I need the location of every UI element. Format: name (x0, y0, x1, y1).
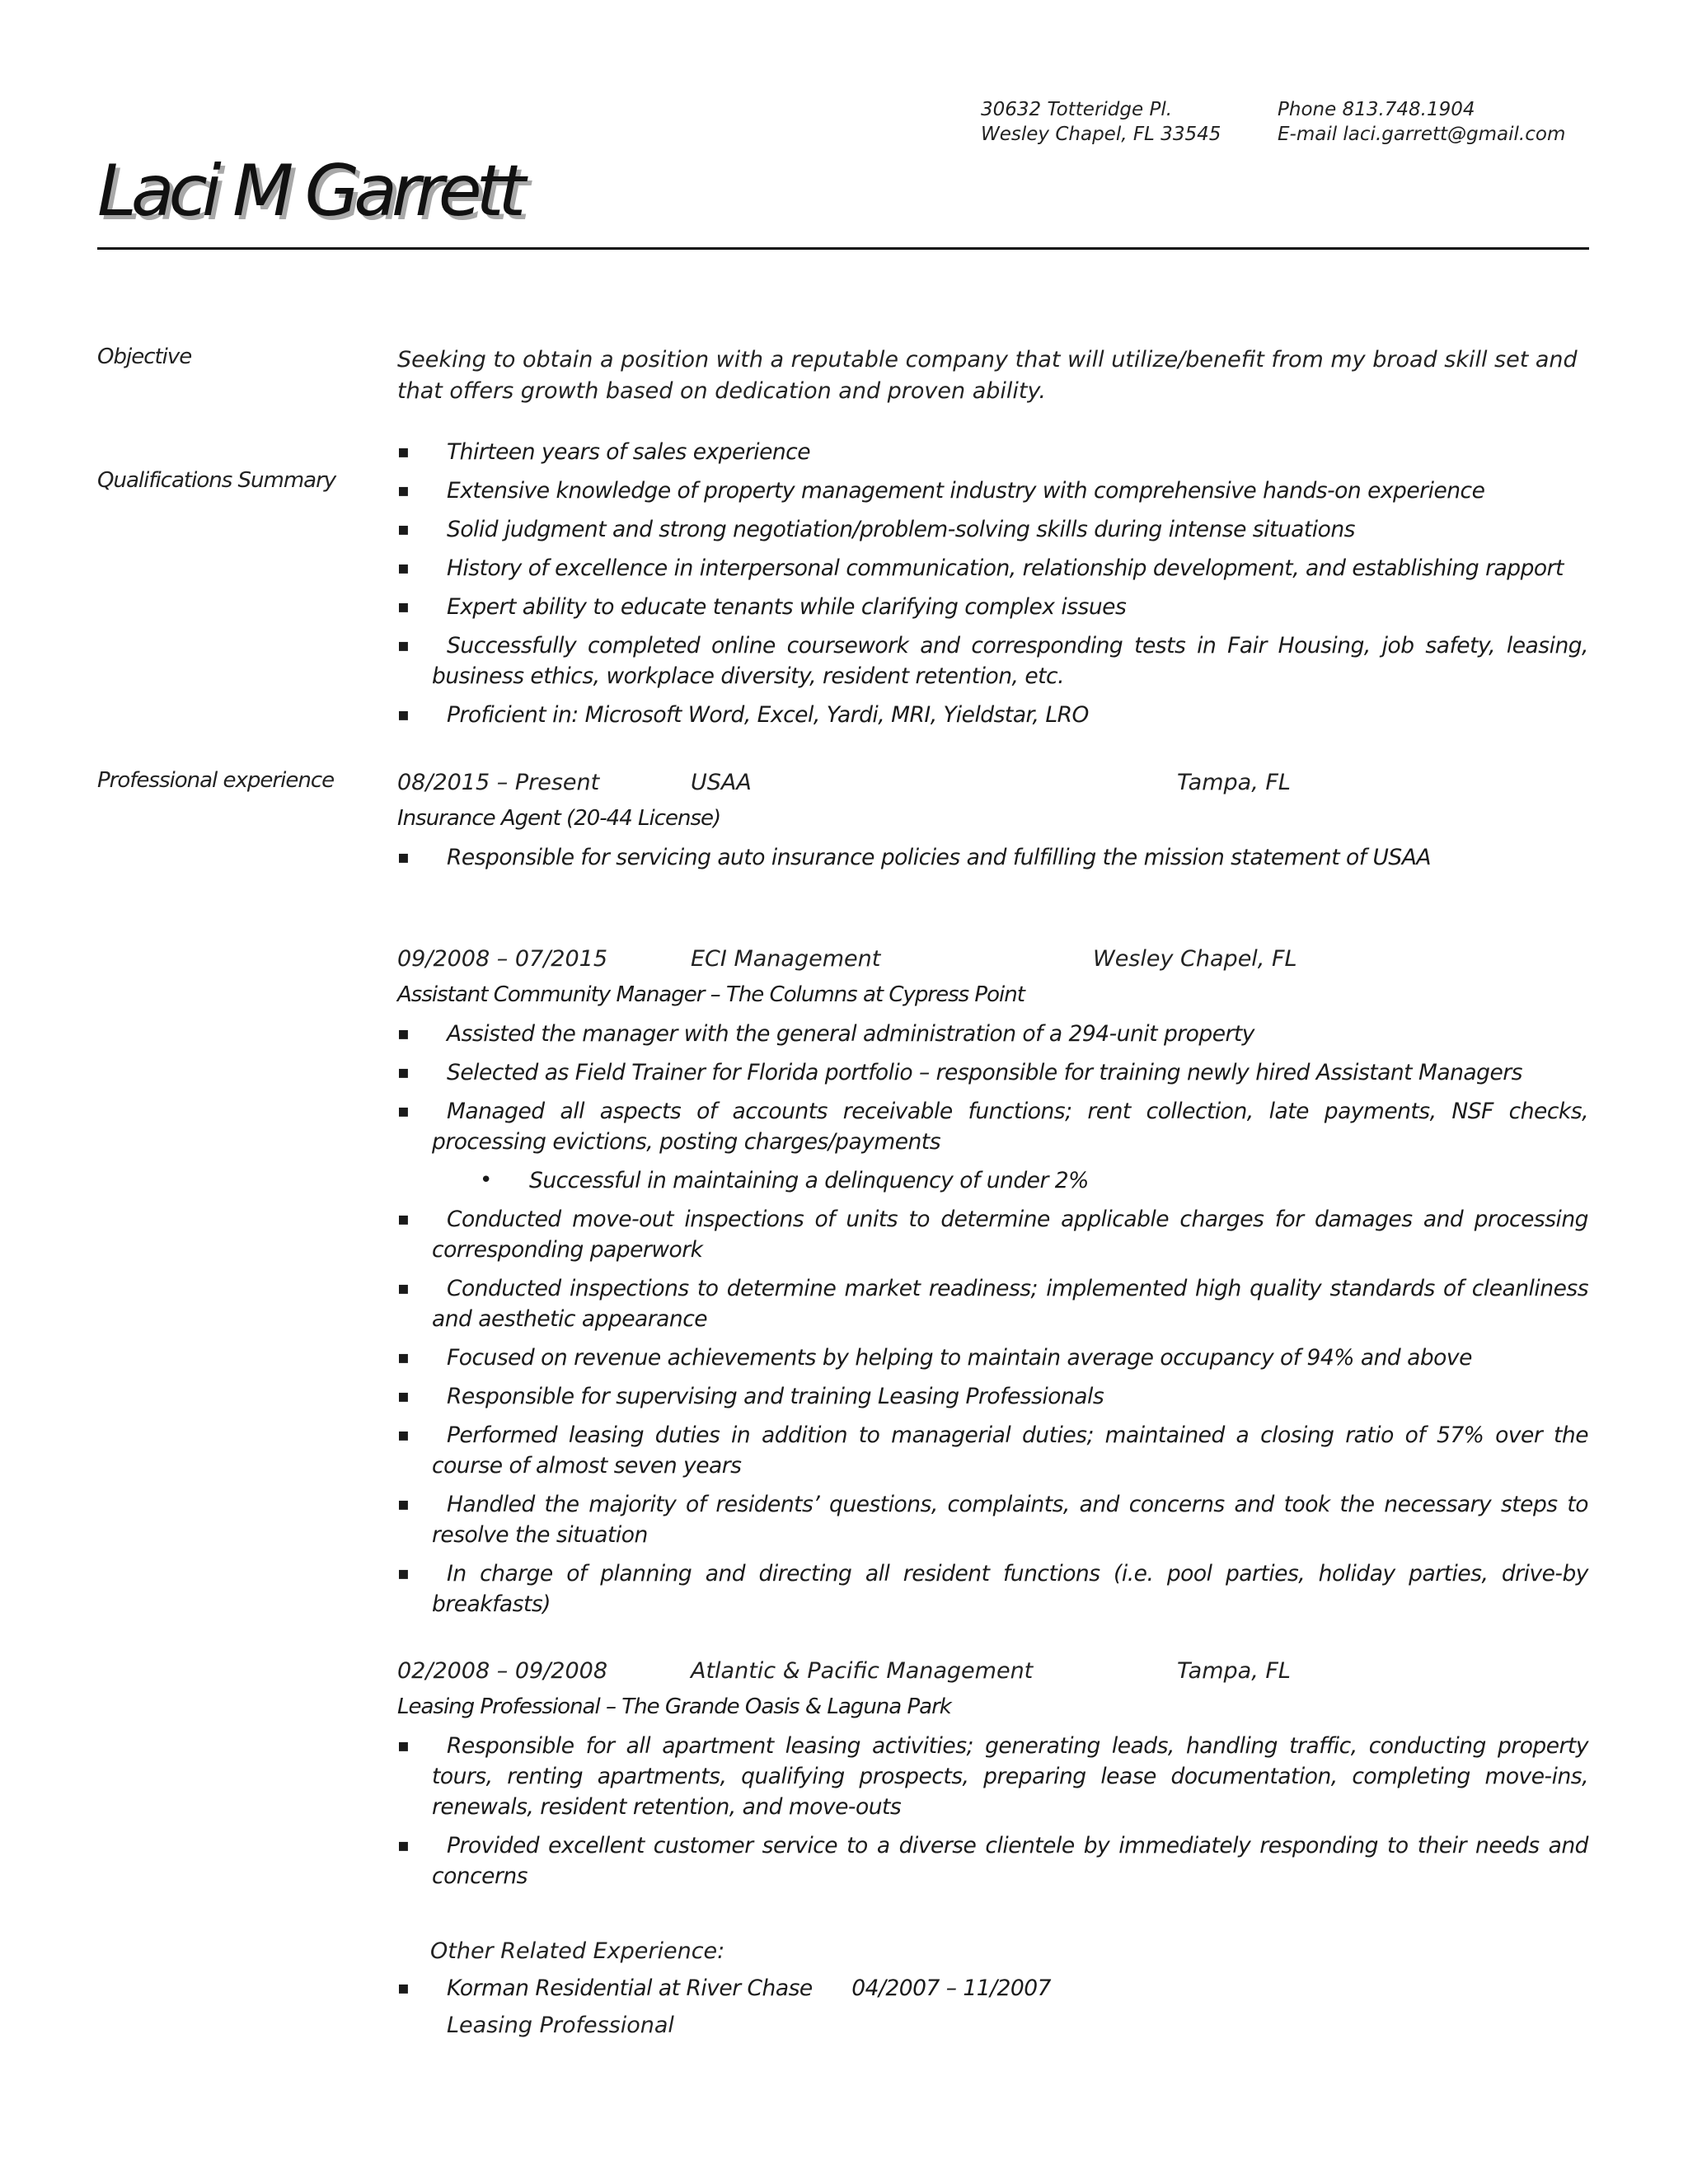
list-item: • Successful in maintaining a delinquency of under 2% (397, 1165, 1588, 1196)
other-experience-list (397, 1973, 1588, 2012)
list-item: ▪ Solid judgment and strong negotiation/problem-solving skills during intense situations (397, 514, 1588, 545)
header-divider (97, 247, 1589, 250)
job-dates: 08/2015 – Present (397, 770, 600, 795)
address-line-1: 30632 Totteridge Pl. (981, 99, 1173, 120)
list-item: ▪ Provided excellent customer service to a diverse clientele by immediately responding to their needs and concerns (397, 1830, 1588, 1891)
candidate-name: Laci M Garrett (97, 150, 521, 232)
job-location: Tampa, FL (1177, 1658, 1291, 1684)
list-item: ▪ Managed all aspects of accounts receivable functions; rent collection, late payments, NSF checks, processing evictions, posting charges/payments (397, 1096, 1588, 1157)
list-item: ▪ Assisted the manager with the general administration of a 294-unit property (397, 1019, 1588, 1049)
job-duties-list (397, 1019, 1588, 1628)
other-experience-heading: Other Related Experience: (430, 1938, 725, 1964)
job-company: USAA (691, 770, 752, 795)
job-location: Wesley Chapel, FL (1093, 946, 1297, 972)
job-dates: 02/2008 – 09/2008 (397, 1658, 607, 1684)
list-item: ▪ Korman Residential at River Chase 04/2007 – 11/2007 (397, 1973, 1588, 2004)
list-item: ▪ Responsible for all apartment leasing activities; generating leads, handling traffic, conducting property tours, renting apartments, qualifying prospects, preparing lease documentation, completing move-ins, renewals, resident retention, and move-outs (397, 1731, 1588, 1822)
list-item: ▪ Conducted move-out inspections of units to determine applicable charges for damages and processing corresponding paperwork (397, 1204, 1588, 1265)
experience-label: Professional experience (97, 768, 335, 793)
list-item: ▪ Expert ability to educate tenants while clarifying complex issues (397, 592, 1588, 622)
job-company: Atlantic & Pacific Management (691, 1658, 1034, 1684)
objective-text: Seeking to obtain a position with a reputable company that will utilize/benefit from my broad skill set and that offers growth based on dedication and proven ability. (397, 347, 1578, 404)
email-text: E-mail laci.garrett@gmail.com (1278, 124, 1566, 145)
list-item: ▪ Performed leasing duties in addition to managerial duties; maintained a closing ratio of 57% over the course of almost seven years (397, 1420, 1588, 1481)
list-item: ▪ In charge of planning and directing all resident functions (i.e. pool parties, holiday parties, drive-by breakfasts) (397, 1558, 1588, 1619)
list-item: ▪ Extensive knowledge of property management industry with comprehensive hands-on experience (397, 476, 1588, 506)
address-line-2: Wesley Chapel, FL 33545 (981, 124, 1221, 145)
list-item: ▪ Handled the majority of residents’ questions, complaints, and concerns and took the necessary steps to resolve the situation (397, 1489, 1588, 1550)
phone-text: Phone 813.748.1904 (1278, 99, 1475, 120)
contact-block (1278, 97, 1565, 147)
job-duties-list (397, 842, 1588, 881)
address-block (981, 97, 1221, 147)
list-item: ▪ History of excellence in interpersonal communication, relationship development, and establishing rapport (397, 553, 1588, 583)
list-item: ▪ Thirteen years of sales experience (397, 437, 1588, 467)
other-experience-role: Leasing Professional (447, 2013, 674, 2038)
job-location: Tampa, FL (1177, 770, 1291, 795)
qualifications-list (397, 437, 1588, 738)
job-title: Leasing Professional – The Grande Oasis & Laguna Park (397, 1694, 951, 1719)
job-duties-list (397, 1731, 1588, 1900)
list-item: ▪ Proficient in: Microsoft Word, Excel, Yardi, MRI, Yieldstar, LRO (397, 700, 1588, 730)
list-item: ▪ Responsible for servicing auto insurance policies and fulfilling the mission statement of USAA (397, 842, 1588, 873)
list-item: ▪ Responsible for supervising and training Leasing Professionals (397, 1381, 1588, 1412)
qualifications-label: Qualifications Summary (97, 468, 336, 493)
job-title: Insurance Agent (20-44 License) (397, 806, 721, 831)
list-item: ▪ Successfully completed online coursework and corresponding tests in Fair Housing, job safety, leasing, business ethics, workplace diversity, resident retention, etc. (397, 630, 1588, 691)
job-title: Assistant Community Manager – The Columns at Cypress Point (397, 982, 1025, 1007)
list-item: ▪ Selected as Field Trainer for Florida portfolio – responsible for training newly hired Assistant Managers (397, 1057, 1588, 1088)
job-company: ECI Management (691, 946, 881, 972)
objective-label: Objective (97, 344, 192, 369)
job-dates: 09/2008 – 07/2015 (397, 946, 607, 972)
list-item: ▪ Focused on revenue achievements by helping to maintain average occupancy of 94% and above (397, 1343, 1588, 1373)
list-item: ▪ Conducted inspections to determine market readiness; implemented high quality standards of cleanliness and aesthetic appearance (397, 1273, 1588, 1334)
